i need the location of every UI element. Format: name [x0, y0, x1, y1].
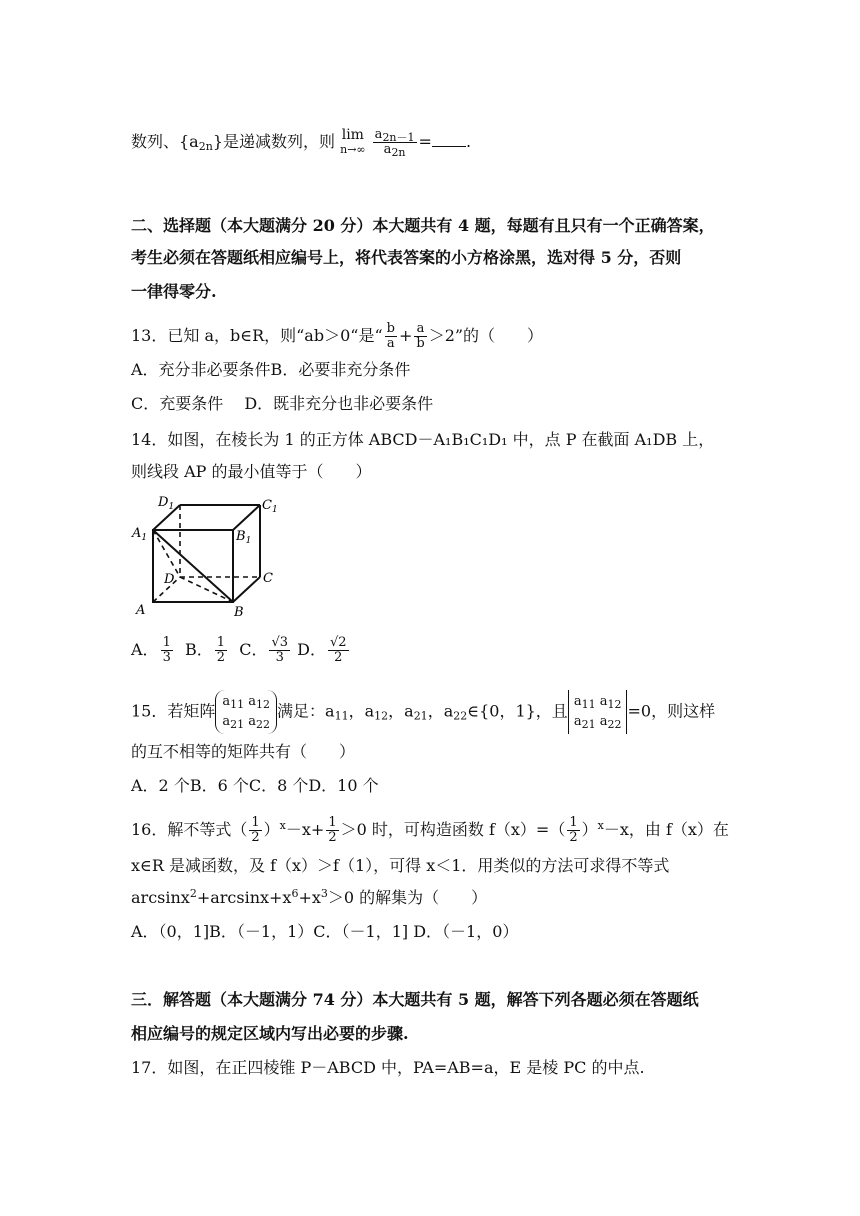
q14-options: A． $\frac{1}{3}$ B． $\frac{1}{2}$ C． $\frac{√3}{3}$ D． $\frac{√2}{2}$	[131, 635, 347, 665]
q17-stem: 17．如图，在正四棱锥 P－ABCD 中，PA=AB=a，E 是棱 PC 的中点.	[131, 1058, 645, 1077]
section3-heading-line2: 相应编号的规定区域内写出必要的步骤.	[131, 1024, 409, 1043]
matrix: $a_{11}$ $a_{12}$ $a_{21}$ $a_{22}$	[215, 690, 277, 734]
label-a: A	[136, 603, 146, 618]
q16-stem-line3: $\arcsin x^2+\arcsin x+x^6+x^3>0$ 的解集为（ ）	[131, 887, 488, 907]
q13-options-cd: C．充要条件 D．既非充分也非必要条件	[131, 394, 434, 413]
section2-heading-line2: 考生必须在答题纸相应编号上，将代表答案的小方格涂黑，选对得 5 分，否则	[131, 248, 682, 267]
determinant: $a_{11}$ $a_{12}$ $a_{21}$ $a_{22}$	[568, 690, 628, 734]
q14-stem-line2: 则线段 AP 的最小值等于（ ）	[131, 462, 372, 481]
q15-options: A．2 个B．6 个C．8 个D．10 个	[131, 776, 379, 795]
q14-stem-line1: 14．如图，在棱长为 1 的正方体 ABCD－A₁B₁C₁D₁ 中，点 P 在截面 A₁DB 上，	[131, 430, 715, 449]
limit-expression: lim n→∞	[340, 127, 366, 156]
label-c: C	[263, 571, 273, 586]
limit-fraction: $\frac{a_{2n-1}}{a_{2n}}$	[374, 127, 415, 159]
label-c1: $C_1$	[262, 498, 278, 515]
label-d: D	[164, 572, 175, 587]
label-b: B	[234, 605, 244, 618]
prev-question-tail: 数列、$\{a_{2n}\}$是递减数列，则 lim n→∞ $\frac{a_{2n-1}}{a_{2n}}$ = .	[131, 127, 472, 159]
q13-stem: 13．已知 a，b∈R，则“ab＞0“是“ $\frac{b}{a}$ + $\frac{a}{b}$ ＞2”的（ ）	[131, 321, 544, 351]
label-d1: $D_1$	[158, 495, 175, 512]
label-b1: $B_1$	[236, 529, 252, 546]
section2-heading-line1: 二、选择题（本大题满分 20 分）本大题共有 4 题，每题有且只有一个正确答案，	[131, 216, 715, 235]
q15-stem-line2: 的互不相等的矩阵共有（ ）	[131, 742, 356, 761]
q16-stem-line2: x∈R 是减函数，及 f（x）＞f（1），可得 x＜1．用类似的方法可求得不等式	[131, 856, 670, 875]
answer-blank	[432, 132, 466, 147]
section2-heading-line3: 一律得零分.	[131, 282, 217, 301]
q16-options: A．（0，1]B．（－1，1）C．（－1，1] D．（－1，0）	[131, 922, 519, 941]
q16-stem-line1: 16．解不等式（ $\frac{1}{2}$ ）$^x$－x+ $\frac{1}{2}$ ＞0 时，可构造函数 f（x）=（ $\frac{1}{2}$ ）$^x$－x，由 f（x）在	[131, 815, 729, 845]
label-a1: $A_1$	[132, 526, 148, 543]
section3-heading-line1: 三．解答题（本大题满分 74 分）本大题共有 5 题，解答下列各题必须在答题纸	[131, 990, 699, 1009]
q13-options-ab: A．充分非必要条件B．必要非充分条件	[131, 360, 411, 379]
q15-stem-line1: 15．若矩阵 $a_{11}$ $a_{12}$ $a_{21}$ $a_{22}$满足：$a_{11}$，$a_{12}$，$a_{21}$，$a_{22}\in\{0$，1}，且 $a_{11}$ $a_{12}$ $a_{21}$ $a_{22}=0$，则这样	[131, 690, 715, 734]
cube-figure	[128, 493, 288, 618]
